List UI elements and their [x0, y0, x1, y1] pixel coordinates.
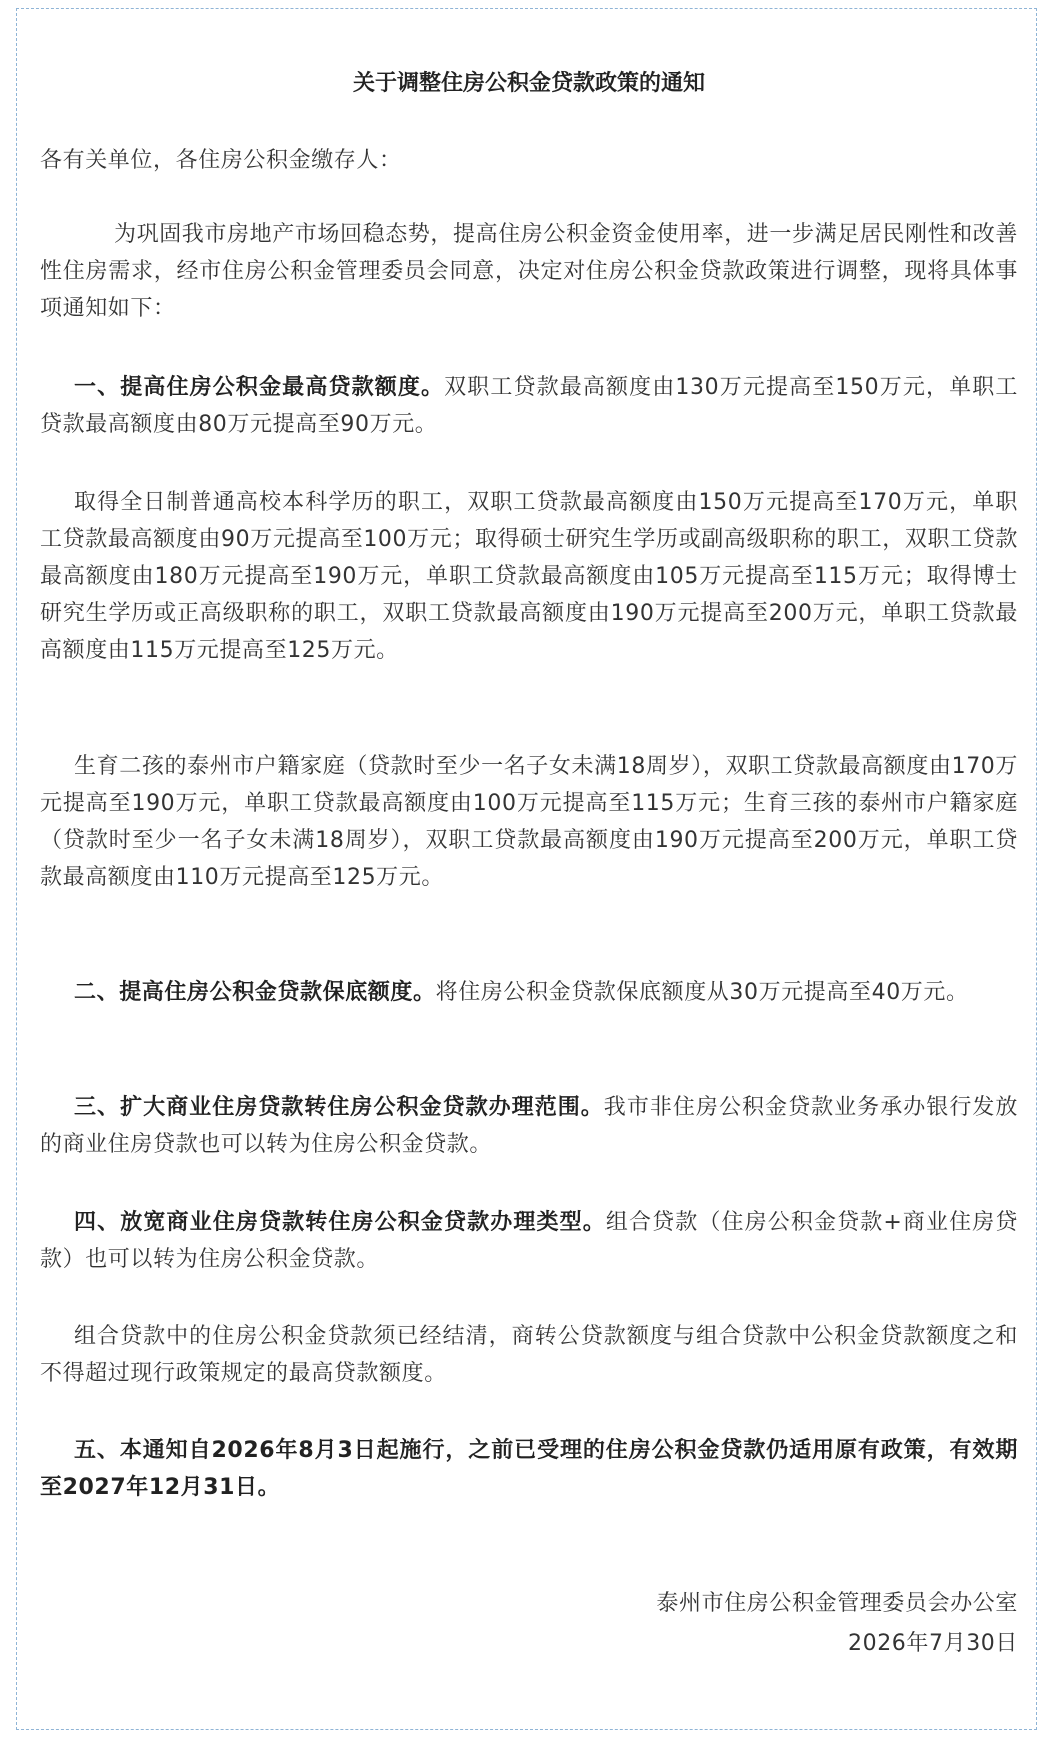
item-2-paragraph: [40, 974, 1018, 1011]
item-4-heading: 四、放宽商业住房贷款转住房公积金贷款办理类型。: [74, 1210, 606, 1235]
item-4-body: 组合贷款（住房公积金贷款+商业住房贷款）也可以转为住房公积金贷款。: [40, 1210, 1018, 1272]
item-1-paragraph: [40, 369, 1018, 443]
signer: 泰州市住房公积金管理委员会办公室: [656, 1591, 1018, 1616]
item-3-body: 我市非住房公积金贷款业务承办银行发放的商业住房贷款也可以转为住房公积金贷款。: [40, 1095, 1018, 1157]
issue-date: 2026年7月30日: [848, 1631, 1018, 1656]
item-2-heading: 二、提高住房公积金贷款保底额度。: [74, 980, 436, 1005]
item-1-body: 双职工贷款最高额度由130万元提高至150万元，单职工贷款最高额度由80万元提高至90万元。: [40, 375, 1018, 437]
item-3-paragraph: [40, 1089, 1018, 1163]
item-1-children-paragraph: 生育二孩的泰州市户籍家庭（贷款时至少一名子女未满18周岁），双职工贷款最高额度由170万元提高至190万元，单职工贷款最高额度由100万元提高至115万元；生育三孩的泰州市户籍家庭（贷款时至少一名子女未满18周岁），双职工贷款最高额度由190万元提高至200万元，单职工贷款最高额度由110万元提高至125万元。: [40, 754, 1018, 890]
item-4-paragraph: [40, 1204, 1018, 1278]
item-1-degree-paragraph: 取得全日制普通高校本科学历的职工，双职工贷款最高额度由150万元提高至170万元，单职工贷款最高额度由90万元提高至100万元；取得硕士研究生学历或副高级职称的职工，双职工贷款最高额度由180万元提高至190万元，单职工贷款最高额度由105万元提高至115万元；取得博士研究生学历或正高级职称的职工，双职工贷款最高额度由190万元提高至200万元，单职工贷款最高额度由115万元提高至125万元。: [40, 490, 1018, 663]
item-1-heading: 一、提高住房公积金最高贷款额度。: [74, 375, 445, 400]
item-5-paragraph: 五、本通知自2026年8月3日起施行，之前已受理的住房公积金贷款仍适用原有政策，有效期至2027年12月31日。: [40, 1438, 1018, 1500]
item-4-note-paragraph: 组合贷款中的住房公积金贷款须已经结清，商转公贷款额度与组合贷款中公积金贷款额度之和不得超过现行政策规定的最高贷款额度。: [40, 1324, 1018, 1386]
salutation: 各有关单位，各住房公积金缴存人：: [40, 148, 402, 173]
intro-paragraph: 为巩固我市房地产市场回稳态势，提高住房公积金资金使用率，进一步满足居民刚性和改善性住房需求，经市住房公积金管理委员会同意，决定对住房公积金贷款政策进行调整，现将具体事项通知如下：: [40, 222, 1019, 321]
item-3-heading: 三、扩大商业住房贷款转住房公积金贷款办理范围。: [74, 1095, 604, 1120]
notice-title: 关于调整住房公积金贷款政策的通知: [352, 71, 705, 96]
item-2-body: 将住房公积金贷款保底额度从30万元提高至40万元。: [435, 980, 969, 1005]
